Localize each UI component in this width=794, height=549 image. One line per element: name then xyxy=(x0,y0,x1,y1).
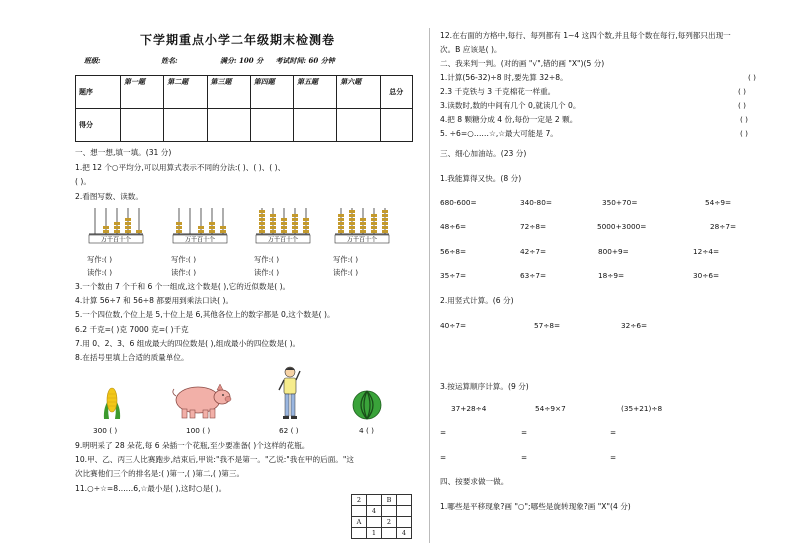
score-label: 得分 xyxy=(76,109,121,142)
abacus-label: 万千百十个 xyxy=(267,236,299,244)
judge-answer-5[interactable]: ( ) xyxy=(740,129,749,138)
score-table-header-row xyxy=(76,76,413,109)
score-cell: 总分 xyxy=(380,76,413,109)
calc-item: 800+9= xyxy=(598,247,629,256)
part-2-title: 2.用竖式计算。(6 分) xyxy=(440,296,514,305)
score-cell: 第五题 xyxy=(294,76,337,109)
abacus-3 xyxy=(254,206,312,244)
order-equals: = xyxy=(610,453,617,462)
section-4-title: 四、按要求做一做。 xyxy=(440,477,509,486)
score-input[interactable] xyxy=(250,109,293,142)
calc-item: 680-600= xyxy=(440,198,477,207)
vertical-item: 40÷7= xyxy=(440,321,467,330)
grid-cell: 4 xyxy=(397,528,412,539)
grid-cell: A xyxy=(352,517,367,528)
grid-cell xyxy=(367,495,382,506)
question-4: 4.计算 56÷7 和 56÷8 都要用到乘法口诀( )。 xyxy=(75,296,234,305)
grid-cell xyxy=(397,517,412,528)
pig-picture xyxy=(170,376,232,420)
grid-cell xyxy=(397,506,412,517)
number-grid xyxy=(351,494,412,539)
score-cell: 第一题 xyxy=(121,76,164,109)
calc-item: 340-80= xyxy=(520,198,552,207)
write-label: 写作:( ) xyxy=(254,255,280,264)
question-5: 5.一个四位数,个位上是 5,十位上是 6,其他各位上的数字都是 0,这个数是( )。 xyxy=(75,310,335,319)
grid-cell xyxy=(352,506,367,517)
write-label: 写作:( ) xyxy=(333,255,359,264)
grid-cell: 2 xyxy=(382,517,397,528)
boy-picture xyxy=(277,366,303,420)
watermelon-picture xyxy=(352,390,382,420)
exam-meta xyxy=(84,56,345,66)
part-3-title: 3.按运算顺序计算。(9 分) xyxy=(440,382,529,391)
score-table xyxy=(75,75,413,142)
calc-item: 350+70= xyxy=(602,198,638,207)
grid-cell xyxy=(367,517,382,528)
grid-cell: 2 xyxy=(352,495,367,506)
section-2-title: 二、我来判一判。(对的画 "√",错的画 "X")(5 分) xyxy=(440,59,605,68)
section-3-title: 三、细心加油站。(23 分) xyxy=(440,149,527,158)
grid-cell: 1 xyxy=(367,528,382,539)
calc-item: 28÷7= xyxy=(710,222,737,231)
judge-item-1: 1.计算(56-32)÷8 时,要先算 32÷8。 xyxy=(440,73,568,82)
read-label: 读作:( ) xyxy=(87,268,113,277)
question-12b: 次。B 应该是( )。 xyxy=(440,45,502,54)
calc-item: 18÷9= xyxy=(598,271,625,280)
calc-item: 72÷8= xyxy=(520,222,547,231)
exam-title: 下学期重点小学二年级期末检测卷 xyxy=(140,33,336,47)
order-item: 54÷9×7 xyxy=(535,404,566,413)
order-item: 37+28÷4 xyxy=(451,404,487,413)
score-input[interactable] xyxy=(380,109,413,142)
question-11: 11.○÷☆=8……6,☆最小是( ),这时○是( )。 xyxy=(75,484,227,493)
full-score: 满分: 100 分 xyxy=(220,56,264,65)
score-input[interactable] xyxy=(121,109,164,142)
judge-item-2: 2.3 千克铁与 3 千克棉花一样重。 xyxy=(440,87,556,96)
question-9: 9.明明采了 28 朵花,每 6 朵插一个花瓶,至少要准备( )个这样的花瓶。 xyxy=(75,441,310,450)
exam-time: 考试时间: 60 分钟 xyxy=(275,56,335,65)
vertical-item: 57÷8= xyxy=(534,321,561,330)
question-12a: 12.在右面的方格中,每行、每列都有 1~4 这四个数,并且每个数在每行,每列都只出现一 xyxy=(440,31,731,40)
grid-cell xyxy=(352,528,367,539)
question-10a: 10.甲、乙、丙三人比赛跑步,结束后,甲说:"我不是第一。"乙说:"我在甲的后面。"这 xyxy=(75,455,354,464)
order-equals: = xyxy=(440,428,447,437)
section-1-title: 一、想一想,填一填。(31 分) xyxy=(75,148,172,157)
question-10b: 次比赛他们三个的排名是:( )第一,( )第二,( )第三。 xyxy=(75,469,245,478)
part-4-title: 1.哪些是平移现象?画 "○";哪些是旋转现象?画 "X"(4 分) xyxy=(440,502,631,511)
judge-answer-1[interactable]: ( ) xyxy=(748,73,757,82)
vertical-item: 32÷6= xyxy=(621,321,648,330)
abacus-label: 万千百十个 xyxy=(100,236,132,244)
score-cell: 题序 xyxy=(76,76,121,109)
question-8: 8.在括号里填上合适的质量单位。 xyxy=(75,353,189,362)
question-1b: ( )。 xyxy=(75,177,91,186)
read-label: 读作:( ) xyxy=(171,268,197,277)
calc-item: 42÷7= xyxy=(520,247,547,256)
grid-cell xyxy=(382,528,397,539)
score-input[interactable] xyxy=(337,109,380,142)
order-equals: = xyxy=(440,453,447,462)
abacus-1 xyxy=(87,206,145,244)
grid-cell: B xyxy=(382,495,397,506)
part-1-title: 1.我能算得又快。(8 分) xyxy=(440,174,522,183)
calc-item: 5000+3000= xyxy=(597,222,647,231)
score-cell: 第六题 xyxy=(337,76,380,109)
order-equals: = xyxy=(610,428,617,437)
calc-item: 48÷6= xyxy=(440,222,467,231)
name-label: 姓名: xyxy=(161,56,178,65)
weight-pig: 100 ( ) xyxy=(186,426,211,435)
column-divider xyxy=(429,28,430,543)
score-input[interactable] xyxy=(164,109,207,142)
calc-item: 56÷8= xyxy=(440,247,467,256)
judge-item-3: 3.读数时,数的中间有几个 0,就读几个 0。 xyxy=(440,101,581,110)
score-input[interactable] xyxy=(294,109,337,142)
question-3: 3.一个数由 7 个千和 6 个一组成,这个数是( ),它的近似数是( )。 xyxy=(75,282,291,291)
calc-item: 12÷4= xyxy=(693,247,720,256)
score-input[interactable] xyxy=(207,109,250,142)
grid-cell xyxy=(397,495,412,506)
grid-cell: 4 xyxy=(367,506,382,517)
judge-item-5: 5. ÷6=○……☆,☆最大可能是 7。 xyxy=(440,129,558,138)
class-label: 班级: xyxy=(84,56,101,65)
judge-answer-4[interactable]: ( ) xyxy=(740,115,749,124)
question-7: 7.用 0、2、3、6 组成最大的四位数是( ),组成最小的四位数是( )。 xyxy=(75,339,301,348)
question-1a: 1.把 12 个○平均分,可以用算式表示不同的分法:( )、( )、( )、 xyxy=(75,163,286,172)
score-cell: 第四题 xyxy=(250,76,293,109)
score-table-score-row xyxy=(76,109,413,142)
weight-corn: 300 ( ) xyxy=(93,426,118,435)
write-label: 写作:( ) xyxy=(87,255,113,264)
corn-picture xyxy=(101,386,123,420)
calc-item: 54÷9= xyxy=(705,198,732,207)
grid-cell xyxy=(382,506,397,517)
question-2: 2.看图写数、读数。 xyxy=(75,192,143,201)
write-label: 写作:( ) xyxy=(171,255,197,264)
read-label: 读作:( ) xyxy=(254,268,280,277)
score-cell: 第二题 xyxy=(164,76,207,109)
question-6: 6.2 千克=( )克 7000 克=( )千克 xyxy=(75,325,189,334)
calc-item: 63÷7= xyxy=(520,271,547,280)
read-label: 读作:( ) xyxy=(333,268,359,277)
weight-boy: 62 ( ) xyxy=(279,426,299,435)
order-equals: = xyxy=(521,453,528,462)
judge-answer-2[interactable]: ( ) xyxy=(738,87,747,96)
calc-item: 35÷7= xyxy=(440,271,467,280)
order-item: (35+21)÷8 xyxy=(621,404,663,413)
abacus-4 xyxy=(333,206,391,244)
weight-watermelon: 4 ( ) xyxy=(359,426,374,435)
judge-answer-3[interactable]: ( ) xyxy=(738,101,747,110)
abacus-label: 万千百十个 xyxy=(346,236,378,244)
calc-item: 30÷6= xyxy=(693,271,720,280)
score-cell: 第三题 xyxy=(207,76,250,109)
abacus-label: 万千百十个 xyxy=(184,236,216,244)
order-equals: = xyxy=(521,428,528,437)
abacus-2 xyxy=(171,206,229,244)
judge-item-4: 4.把 8 颗糖分成 4 份,每份一定是 2 颗。 xyxy=(440,115,578,124)
